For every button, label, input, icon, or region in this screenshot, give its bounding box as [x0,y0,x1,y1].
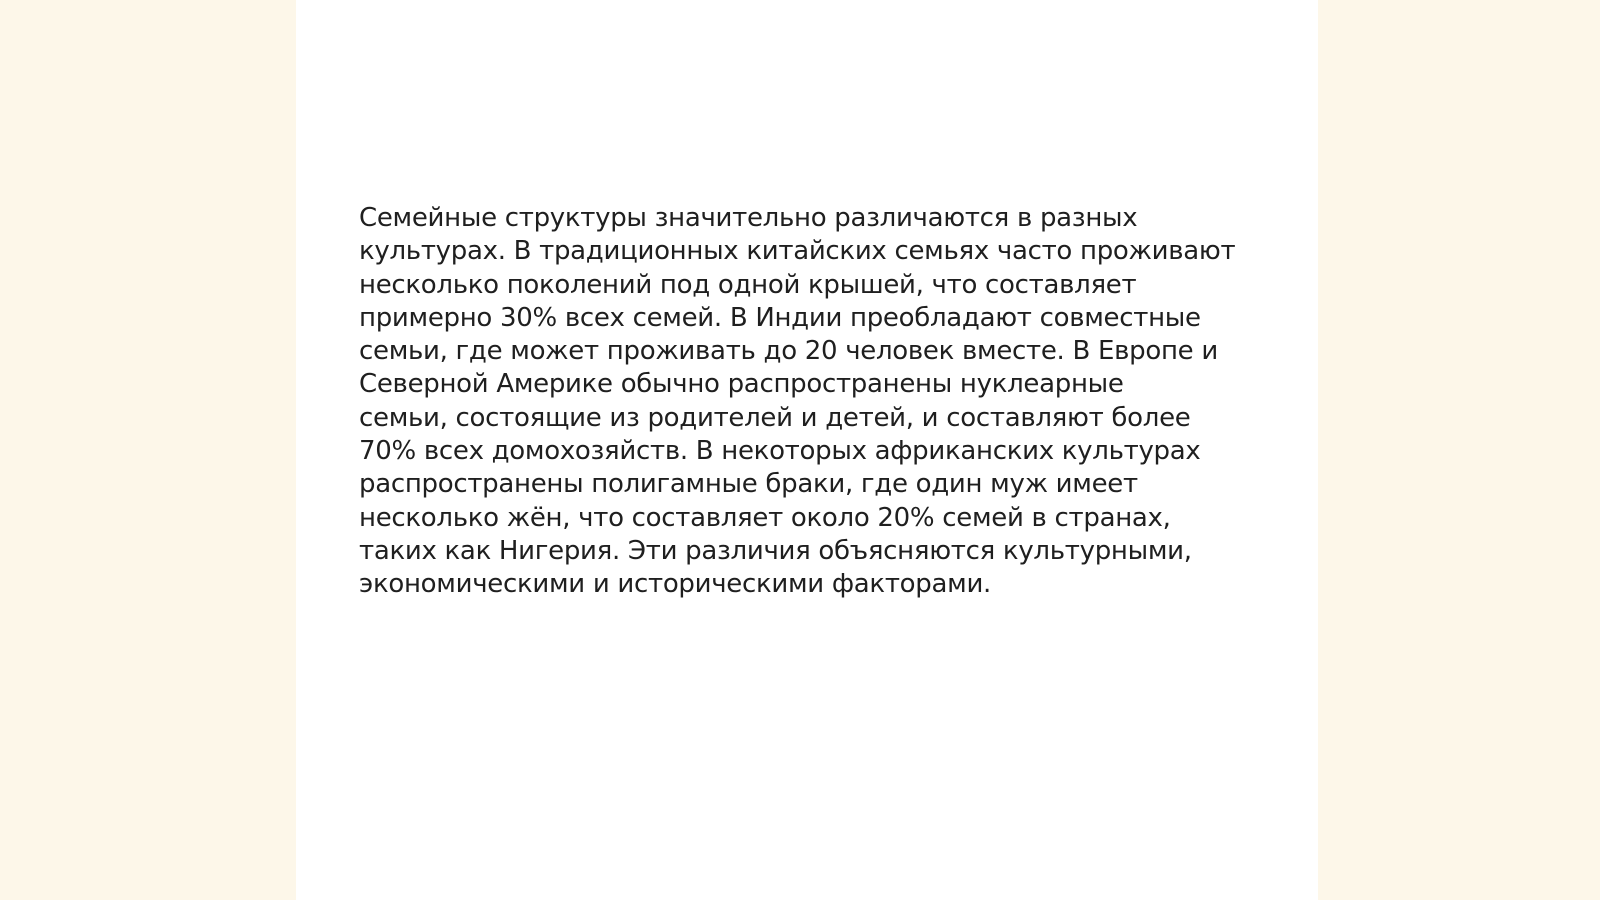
body-paragraph [359,202,1259,602]
paragraph-line: Северной Америке обычно распространены нуклеарные [359,369,1124,400]
paragraph-line: Семейные структуры значительно различаются в разных [359,203,1138,233]
paragraph-line: семьи, состоящие из родителей и детей, и составляют более [359,402,1191,433]
paragraph-line: распространены полигамные браки, где один муж имеет [359,469,1138,500]
paragraph-line: примерно 30% всех семей. В Индии преобладают совместные [359,302,1201,333]
paragraph-line: культурах. В традиционных китайских семьях часто проживают [359,236,1236,267]
paragraph-line: несколько жён, что составляет около 20% семей в странах, [359,502,1171,533]
document-page [296,0,1318,900]
paragraph-line: несколько поколений под одной крышей, что составляет [359,269,1137,300]
paragraph-line: 70% всех домохозяйств. В некоторых африканских культурах [359,436,1201,467]
paragraph-line: таких как Нигерия. Эти различия объясняются культурными, [359,535,1192,566]
paragraph-line: экономическими и историческими факторами. [359,569,992,600]
paragraph-line: семьи, где может проживать до 20 человек вместе. В Европе и [359,336,1218,367]
